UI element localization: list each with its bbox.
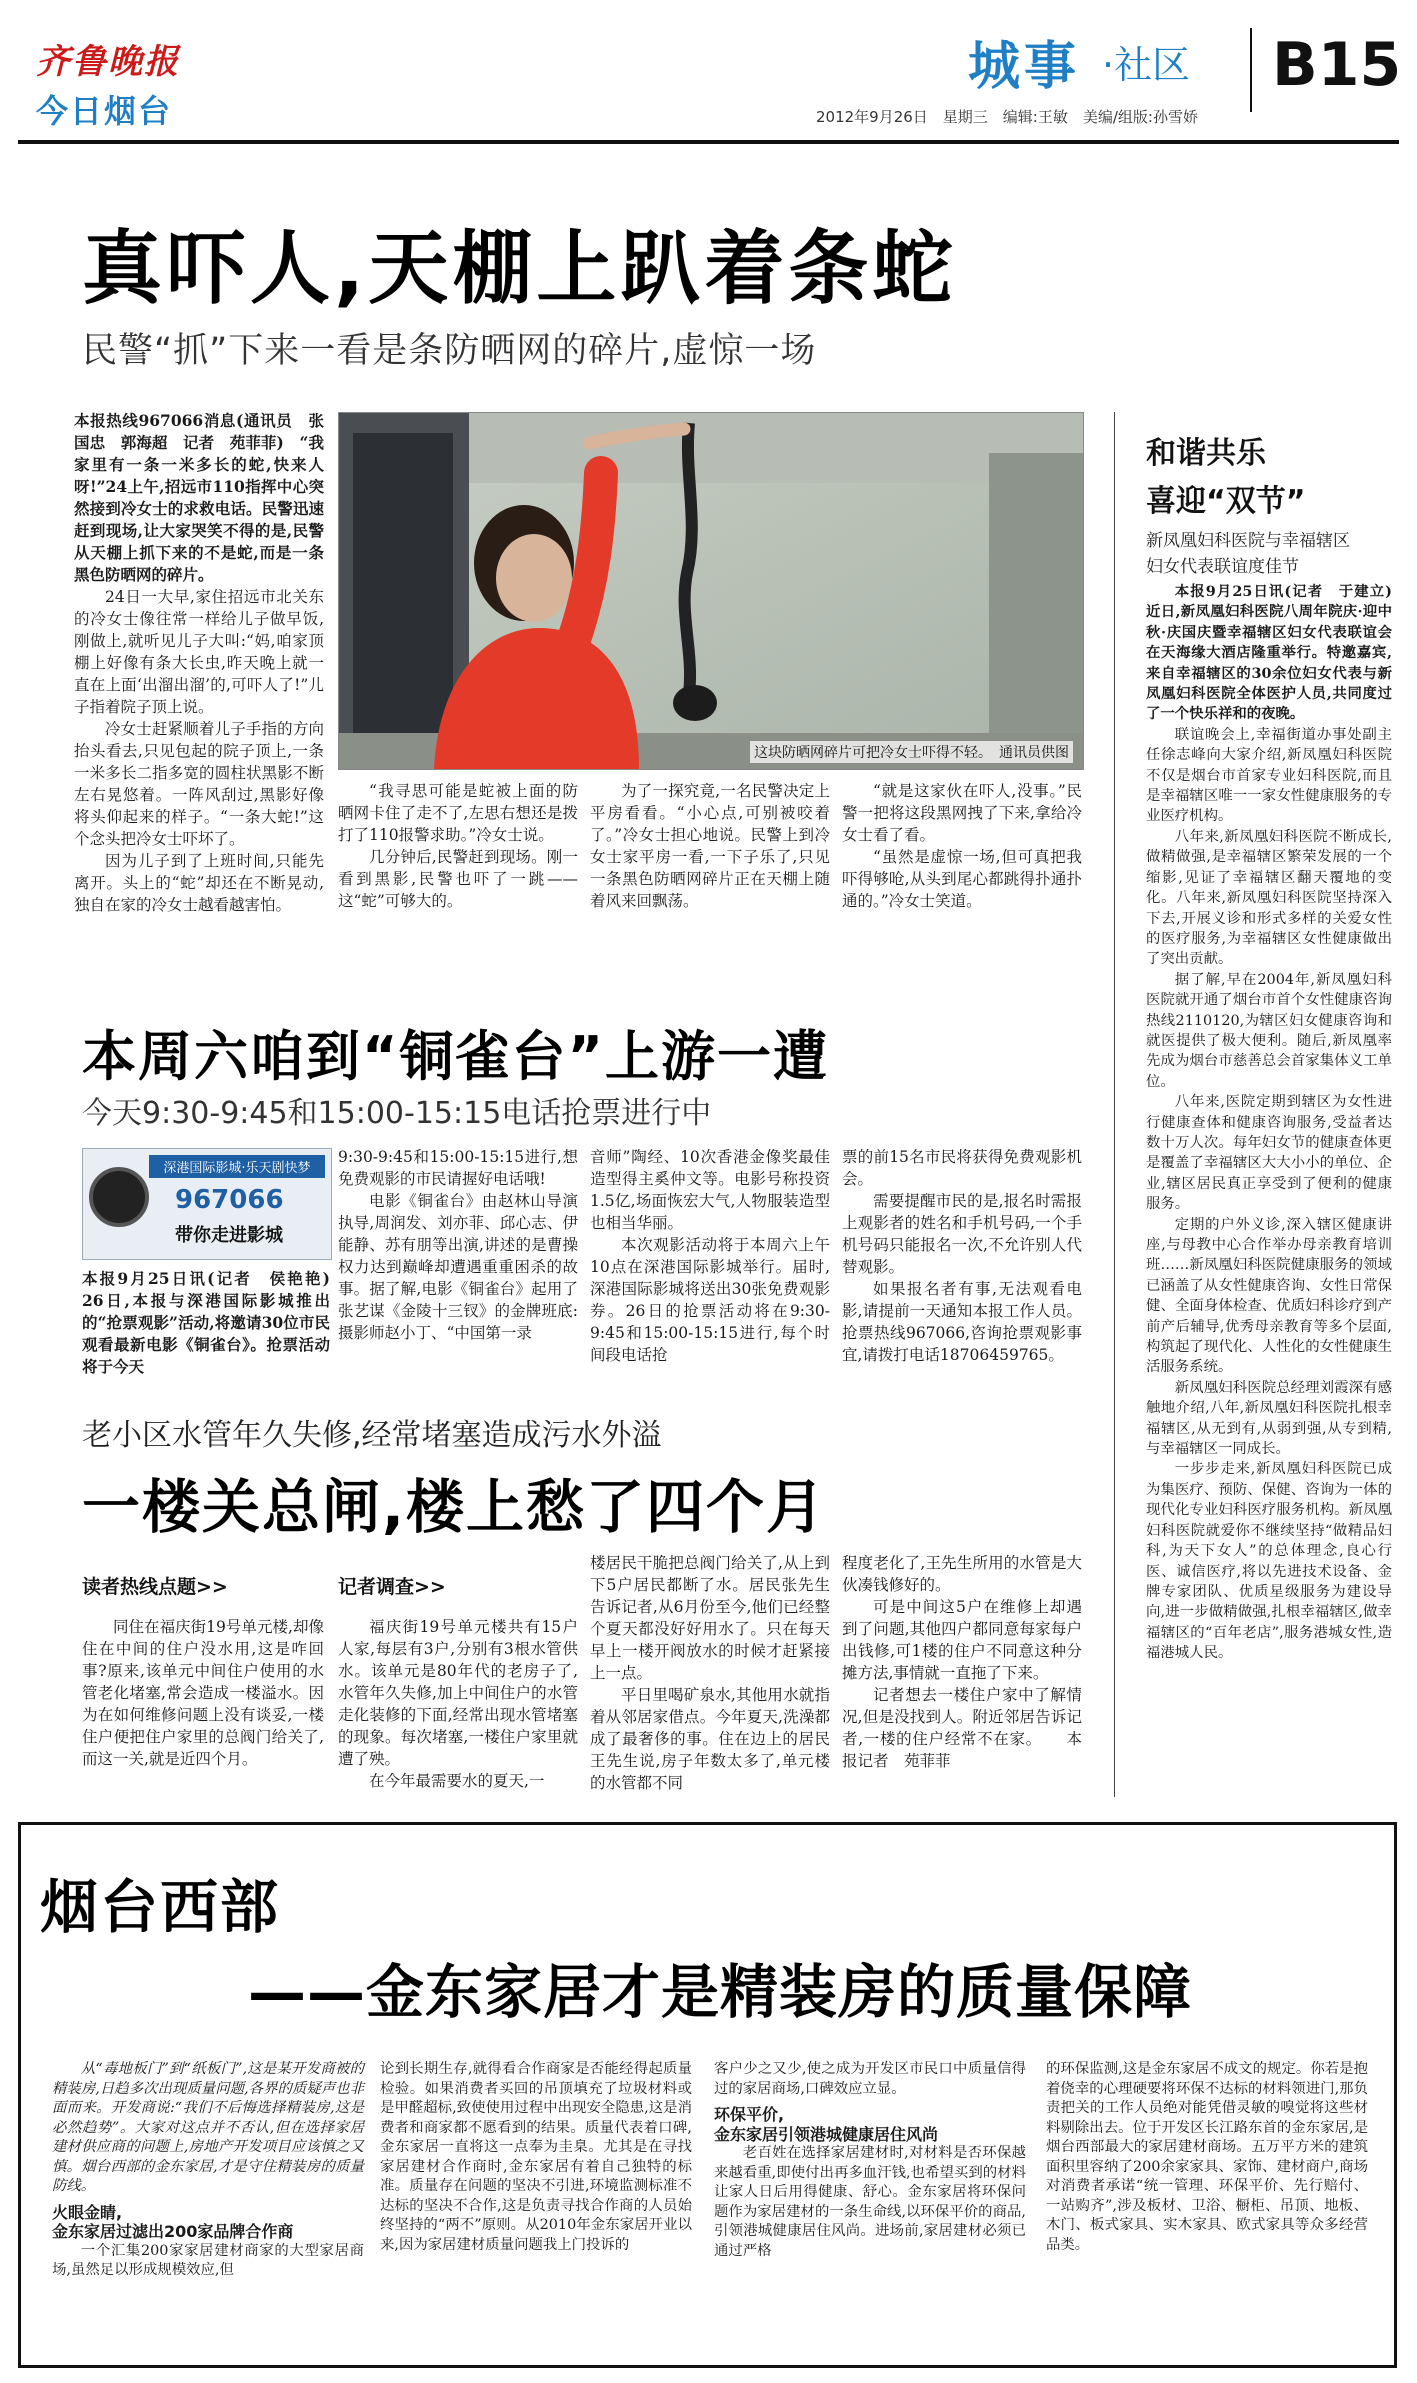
- sidebar-title-1: 和谐共乐: [1146, 436, 1266, 471]
- date-line: 2012年9月26日 星期三 编辑:王敏 美编/组版:孙雪娇: [816, 108, 1198, 126]
- water-para: 记者想去一楼住户家中了解情况,但是没找到人。附近邻居告诉记者,一楼的住户经常不在家。 本报记者 苑菲菲: [842, 1686, 1082, 1770]
- snake-para: 24日一大早,家住招远市北关东的冷女士像往常一样给儿子做早饭,刚做上,就听见儿子大叫:“妈,咱家顶棚上好像有条大长虫,昨天晚上就一直在上面‘出溜出溜’的,可吓人了!”儿子指着院子顶上说。: [74, 588, 324, 716]
- water-headline: 一楼关总闸,楼上愁了四个月: [82, 1473, 827, 1541]
- snake-col-3: [590, 780, 830, 912]
- cinema-tagline: 带你走进影城: [175, 1225, 283, 1246]
- ad-head-3b: 金东家居引领港城健康居住风尚: [714, 2124, 939, 2144]
- water-col-2: [338, 1616, 578, 1792]
- copper-para: 票的前15名市民将获得免费观影机会。: [842, 1148, 1082, 1188]
- ad-head-3a: 环保平价,: [714, 2105, 785, 2124]
- water-hotline-head: 读者热线点题>>: [82, 1576, 228, 1598]
- snake-para: 几分钟后,民警赶到现场。刚一看到黑影,民警也吓了一跳——这“蛇”可够大的。: [338, 848, 578, 910]
- cinema-logo: [82, 1148, 332, 1260]
- water-survey-head: 记者调查>>: [338, 1576, 446, 1598]
- copper-col-4: [842, 1146, 1082, 1366]
- snake-para: “虽然是虚惊一场,但可真把我吓得够呛,从头到尾心都跳得扑通扑通的。”冷女士笑道。: [842, 848, 1082, 910]
- water-para: 可是中间这5户在维修上却遇到了问题,其他四户都同意每家每户出钱修,可1楼的住户不同意这种分摊方法,事情就一直拖了下来。: [842, 1598, 1082, 1682]
- snake-lead: 本报热线967066消息(通讯员 张国忠 郭海超 记者 苑菲菲) “我家里有一条一米多长的蛇,快来人呀!”24上午,招远市110指挥中心突然接到冷女士的求救电话。民警迅速赶到现场,让大家哭笑不得的是,民警从天棚上抓下来的不是蛇,而是一条黑色防晒网的碎片。: [74, 411, 324, 584]
- subsection-title: ·社区: [1102, 43, 1191, 87]
- ad-para: 客户少之又少,使之成为开发区市民口中质量信得过的家居商场,口碑效应立显。: [714, 2061, 1026, 2097]
- copper-para: 9:30-9:45和15:00-15:15进行,想免费观影的市民请握好电话哦!: [338, 1148, 578, 1188]
- sidebar-para: 据了解,早在2004年,新凤凰妇科医院就开通了烟台市首个女性健康咨询热线2110120,为辖区妇女健康咨询和就医提供了极大便利。随后,新凤凰率先成为烟台市慈善总会首家集体义工单位。: [1146, 971, 1392, 1090]
- water-para: 福庆街19号单元楼共有15户人家,每层有3户,分别有3根水管供水。该单元是80年代的老房子了,水管年久失修,加上中间住户的水管走化装修的下面,经常出现水管堵塞的现象。每次堵塞,一楼住户家里就遭了殃。: [338, 1618, 578, 1768]
- copper-lead: 本报9月25日讯(记者 侯艳艳) 26日,本报与深港国际影城推出的“抢票观影”活动,将邀请30位市民观看最新电影《铜雀台》。抢票活动将于今天: [82, 1269, 346, 1376]
- section-title: 城事: [968, 37, 1081, 97]
- cinema-phone: 967066: [175, 1185, 284, 1215]
- water-para: 在今年最需要水的夏天,一: [369, 1772, 545, 1790]
- ad-head-1b: 金东家居过滤出200家品牌合作商: [52, 2222, 294, 2241]
- water-kicker: 老小区水管年久失修,经常堵塞造成污水外溢: [82, 1418, 662, 1453]
- ad-para: 论到长期生存,就得看合作商家是否能经得起质量检验。如果消费者买回的吊顶填充了垃圾材料或是甲醛超标,致使使用过程中出现安全隐患,这是消费者和商家都不愿看到的结果。质量代表着口碑,金东家居一直将这一点奉为圭臬。尤其是在寻找家居建材合作商时,金东家居有着自己独特的标准。质量存在问题的坚决不引进,环境监测标准不达标的坚决不合作,这是负责寻找合作商的人员始终坚持的“两不”原则。从2010年金东家居开业以来,因为家居建材质量问题我上门投诉的: [380, 2061, 692, 2253]
- snake-subheadline: 民警“抓”下来一看是条防晒网的碎片,虚惊一场: [82, 331, 817, 371]
- sidebar-sub-1: 新凤凰妇科医院与幸福辖区: [1146, 531, 1350, 551]
- ad-para: 老百姓在选择家居建材时,对材料是否环保越来越看重,即使付出再多血汗钱,也希望买到的材料让家人日后用得健康、舒心。金东家居将环保问题作为家居建材的一条生命线,以环保平价的商品,引领港城健康居住风尚。进场前,家居建材必须已通过严格: [714, 2145, 1026, 2259]
- masthead: [0, 0, 1417, 150]
- ad-head-1a: 火眼金睛,: [52, 2202, 123, 2222]
- film-reel-icon: [89, 1167, 149, 1227]
- copper-para: 需要提醒市民的是,报名时需报上观影者的姓名和手机号码,一个手机号码只能报名一次,不允许别人代替观影。: [842, 1192, 1082, 1276]
- copper-headline: 本周六咱到“铜雀台”上游一遭: [82, 1025, 829, 1088]
- sidebar-para: 八年来,新凤凰妇科医院不断成长,做精做强,是幸福辖区繁荣发展的一个缩影,见证了幸福辖区翻天覆地的变化。八年来,新凤凰妇科医院坚持深入下去,开展义诊和形式多样的关爱女性的医疗服务,为幸福辖区女性健康做出了突出贡献。: [1146, 828, 1392, 968]
- masthead-rule: [18, 140, 1399, 144]
- copper-para: 电影《铜雀台》由赵林山导演执导,周润发、刘亦菲、邱心志、伊能静、苏有朋等出演,讲述的是曹操权力达到巅峰却遭遇重重困杀的故事。据了解,电影《铜雀台》起用了张艺谋《金陵十三钗》的金牌班底:摄影师赵小丁、“中国第一录: [338, 1192, 578, 1342]
- ad-col-2: [380, 2060, 692, 2255]
- snake-photo: [338, 412, 1084, 770]
- snake-para: 为了一探究竟,一名民警决定上平房看看。“小心点,可别被咬着了。”冷女士担心地说。民警上到冷女士家平房一看,一下子乐了,只见一条黑色防晒网碎片正在天棚上随着风来回飘荡。: [590, 782, 830, 910]
- ad-para: 的环保监测,这是金东家居不成文的规定。你若是抱着侥幸的心理硬要将环保不达标的材料领进门,那负责把关的工作人员绝对能凭借灵敏的嗅觉将这些材料剔除出去。位于开发区长江路东首的金东家居,是烟台西部最大的家居建材商场。五万平方米的建筑面积里容纳了200余家家具、家饰、建材商户,商场对消费者承诺“统一管理、环保平价、先行赔付、一站购齐”,涉及板材、卫浴、橱柜、吊顶、地板、木门、板式家具、实木家具、欧式家具等众多经营品类。: [1046, 2061, 1368, 2253]
- ad-title-main: 烟台西部: [40, 1873, 281, 1941]
- water-para: 同住在福庆街19号单元楼,却像住在中间的住户没水用,这是咋回事?原来,该单元中间住户使用的水管老化堵塞,常会造成一楼溢水。因为在如何维修问题上没有谈妥,一楼住户便把住户家里的总阀门给关了,而这一关,就是近四个月。: [82, 1618, 324, 1768]
- ad-col-3: [714, 2060, 1026, 2261]
- water-para: 平日里喝矿泉水,其他用水就指着从邻居家借点。今年夏天,洗澡都成了最奢侈的事。住在边上的居民王先生说,房子年数太多了,单元楼的水管都不同: [590, 1686, 830, 1792]
- sidebar-title-2: 喜迎“双节”: [1146, 484, 1306, 519]
- snake-headline: 真吓人,天棚上趴着条蛇: [82, 222, 957, 315]
- copper-col-3: [590, 1146, 830, 1366]
- sidebar-para: 一步步走来,新凤凰妇科医院已成为集医疗、预防、保健、咨询为一体的现代化专业妇科医疗服务机构。新凤凰妇科医院就爱你不继续坚持“做精品妇科,为天下女人”的总体理念,良心行医、诚信医疗,将以先进技术设备、金牌专家团队、优质星级服务为建设导向,进一步做精做强,扎根幸福辖区,做幸福辖区的“百年老店”,服务港城女性,造福港城人民。: [1146, 1461, 1392, 1662]
- snake-para: 因为儿子到了上班时间,只能先离开。头上的“蛇”却还在不断晃动,独自在家的冷女士越看越害怕。: [74, 852, 324, 914]
- sidebar-sub-2: 妇女代表联谊度佳节: [1146, 557, 1299, 577]
- photo-caption: 这块防晒网碎片可把冷女士吓得不轻。 通讯员供图: [750, 741, 1073, 763]
- ad-col-1: [52, 2060, 364, 2281]
- edition-label: 今日烟台: [36, 92, 173, 130]
- ad-intro: 从“毒地板门”到“纸板门”,这是某开发商被的精装房,日趋多次出现质量问题,各界的质疑声也非面而来。开发商说:“我们不后悔选择精装房,这是必然趋势”。大家对这点并不否认,但在选择家居建材供应商的问题上,房地产开发项目应该慎之又慎。烟台西部的金东家居,才是守住精装房的质量防线。: [52, 2061, 364, 2194]
- copper-col-1: [82, 1268, 346, 1378]
- copper-col-2: [338, 1146, 578, 1344]
- cinema-name: 深港国际影城·乐天剧快梦: [149, 1155, 325, 1178]
- snake-para: 冷女士赶紧顺着儿子手指的方向抬头看去,只见包起的院子顶上,一条一米多长二指多宽的圆柱状黑影不断左右晃悠着。一阵风刮过,黑影好像将头仰起来的样子。“一条大蛇!”这个念头把冷女士吓坏了。: [74, 720, 324, 848]
- snake-col-1: [74, 410, 324, 916]
- sidebar-body: [1146, 582, 1407, 1664]
- ad-title-sub: ——金东家居才是精装房的质量保障: [248, 1958, 1193, 2026]
- page-number: B15: [1272, 30, 1402, 100]
- sidebar-lead: 本报9月25日讯(记者 于建立) 近日,新凤凰妇科医院八周年院庆·迎中秋·庆国庆暨幸福辖区妇女代表联谊会在天海缘大酒店隆重举行。特邀嘉宾,来自幸福辖区的30余位妇女代表与新凤凰妇科医院全体医护人员,共同度过了一个快乐祥和的夜晚。: [1146, 583, 1407, 723]
- copper-subheadline: 今天9:30-9:45和15:00-15:15电话抢票进行中: [82, 1096, 712, 1131]
- ad-col-4: [1046, 2060, 1368, 2255]
- sidebar-para: 八年来,医院定期到辖区为女性进行健康查体和健康咨询服务,受益者达数十万人次。每年妇女节的健康查体更是覆盖了幸福辖区大大小小的单位、企业,辖区居民真正享受到了便利的健康服务。: [1146, 1094, 1392, 1213]
- snake-photo-illustration: [339, 413, 1083, 769]
- snake-col-4: [842, 780, 1082, 912]
- copper-para: 本次观影活动将于本周六上午10点在深港国际影城举行。届时,深港国际影城将送出30张免费观影券。26日的抢票活动将在9:30-9:45和15:00-15:15进行,每个时间段电话抢: [590, 1236, 830, 1364]
- water-para: 楼居民干脆把总阀门给关了,从上到下5户居民都断了水。居民张先生告诉记者,从6月份至今,他们已经整个夏天都没好好用水了。只在每天早上一楼开阀放水的时候才赶紧接上一点。: [590, 1554, 830, 1682]
- water-col-4: [842, 1552, 1082, 1772]
- masthead-divider: [1250, 28, 1252, 112]
- water-para: 程度老化了,王先生所用的水管是大伙凑钱修好的。: [842, 1554, 1082, 1594]
- water-col-3: [590, 1552, 830, 1794]
- ad-para: 一个汇集200家家居建材商家的大型家居商场,虽然足以形成规模效应,但: [52, 2242, 364, 2278]
- copper-para: 如果报名者有事,无法观看电影,请提前一天通知本报工作人员。抢票热线967066,咨询抢票观影事宜,请拨打电话18706459765。: [842, 1280, 1082, 1364]
- sidebar-para: 新凤凰妇科医院总经理刘霞深有感触地介绍,八年,新凤凰妇科医院扎根幸福辖区,从无到有,从弱到强,从专到精,与幸福辖区一同成长。: [1146, 1379, 1392, 1458]
- copper-para: 音师”陶经、10次香港金像奖最佳造型得主奚仲文等。电影号称投资1.5亿,场面恢宏大气,人物服装造型也相当华丽。: [590, 1148, 830, 1232]
- snake-col-2: [338, 780, 578, 912]
- water-col-1: [82, 1616, 324, 1770]
- sidebar-para: 定期的户外义诊,深入辖区健康讲座,与母教中心合作举办母亲教育培训班……新凤凰妇科医院健康服务的领域已涵盖了从女性健康咨询、女性日常保健、全面身体检查、优质妇科诊疗到产前产后辅导,优秀母亲教育等多个层面,构筑起了现代化、人性化的女性健康生活服务系统。: [1146, 1216, 1392, 1376]
- sidebar-para: 联谊晚会上,幸福街道办事处副主任徐志峰向大家介绍,新凤凰妇科医院不仅是烟台市首家专业妇科医院,而且是幸福辖区唯一一家女性健康服务的专业医疗机构。: [1146, 726, 1392, 825]
- snake-para: “我寻思可能是蛇被上面的防晒网卡住了走不了,左思右想还是拨打了110报警求助。”冷女士说。: [338, 782, 578, 844]
- paper-logo: 齐鲁晚报: [36, 42, 180, 82]
- sidebar-divider: [1114, 412, 1115, 1797]
- snake-para: “就是这家伙在吓人,没事。”民警一把将这段黑网拽了下来,拿给冷女士看了看。: [842, 782, 1082, 844]
